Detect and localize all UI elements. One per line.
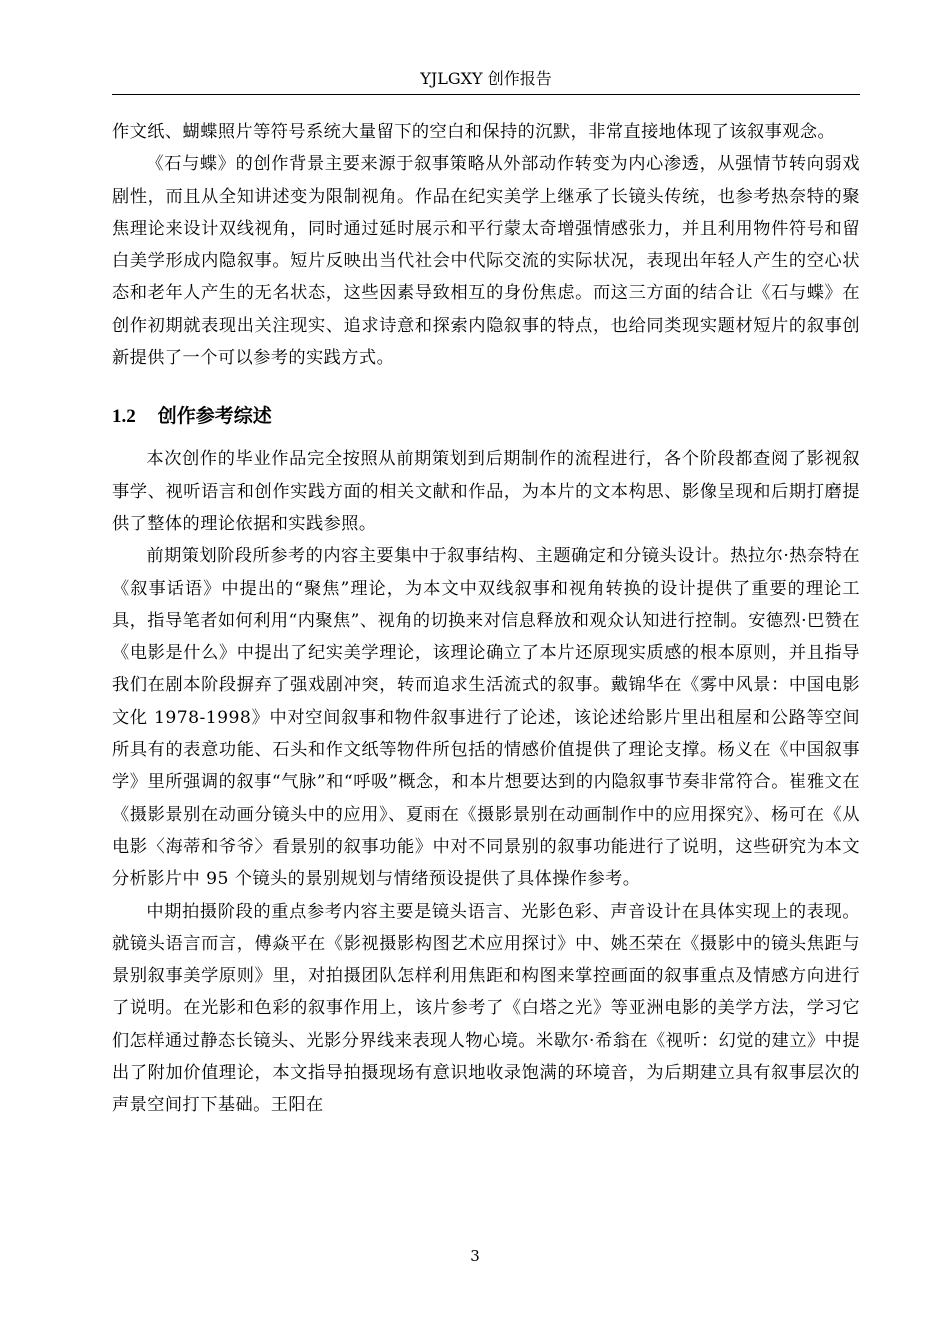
page-body: [112, 116, 860, 1122]
body-paragraph: 《石与蝶》的创作背景主要来源于叙事策略从外部动作转变为内心渗透，从强情节转向弱戏剧性，而且从全知讲述变为限制视角。作品在纪实美学上继承了长镜头传统，也参考热奈特的聚焦理论来设计双线视角，同时通过延时展示和平行蒙太奇增强情感张力，并且利用物件符号和留白美学形成内隐叙事。短片反映出当代社会中代际交流的实际状况，表现出年轻人产生的空心状态和老年人产生的无名状态，这些因素导致相互的身份焦虑。而这三方面的结合让《石与蝶》在创作初期就表现出关注现实、追求诗意和探索内隐叙事的特点，也给同类现实题材短片的叙事创新提供了一个可以参考的实践方式。: [112, 154, 860, 369]
page-header: YJLGXY 创作报告: [420, 69, 552, 88]
header-divider: [112, 94, 860, 95]
section-heading: [112, 400, 860, 433]
section-number: 1.2: [112, 406, 136, 428]
page-number: 3: [470, 1247, 480, 1265]
section-paragraph: 中期拍摄阶段的重点参考内容主要是镜头语言、光影色彩、声音设计在具体实现上的表现。就镜头语言而言，傅焱平在《影视摄影构图艺术应用探讨》中、姚丕荣在《摄影中的镜头焦距与景别叙事美学原则》里，对拍摄团队怎样利用焦距和构图来掌控画面的叙事重点及情感方向进行了说明。在光影和色彩的叙事作用上，该片参考了《白塔之光》等亚洲电影的美学方法，学习它们怎样通过静态长镜头、光影分界线来表现人物心境。米歇尔·希翁在《视听：幻觉的建立》中提出了附加价值理论，本文指导拍摄现场有意识地收录饱满的环境音，为后期建立具有叙事层次的声景空间打下基础。王阳在: [112, 901, 860, 1116]
section-paragraph: 前期策划阶段所参考的内容主要集中于叙事结构、主题确定和分镜头设计。热拉尔·热奈特在《叙事话语》中提出的“聚焦”理论，为本文中双线叙事和视角转换的设计提供了重要的理论工具，指导笔者如何利用“内聚焦”、视角的切换来对信息释放和观众认知进行控制。安德烈·巴赞在《电影是什么》中提出了纪实美学理论，该理论确立了本片还原现实质感的根本原则，并且指导我们在剧本阶段摒弃了强戏剧冲突，转而追求生活流式的叙事。戴锦华在《雾中风景：中国电影文化 1978-1998》中对空间叙事和物件叙事进行了论述，该论述给影片里出租屋和公路等空间所具有的表意功能、石头和作文纸等物件所包括的情感价值提供了理论支撑。杨义在《中国叙事学》里所强调的叙事“气脉”和“呼吸”概念，和本片想要达到的内隐叙事节奏非常符合。崔雅文在《摄影景别在动画分镜头中的应用》、夏雨在《摄影景别在动画制作中的应用探究》、杨可在《从电影〈海蒂和爷爷〉看景别的叙事功能》中对不同景别的叙事功能进行了说明，这些研究为本文分析影片中 95 个镜头的景别规划与情绪预设提供了具体操作参考。: [112, 546, 860, 890]
section-title: 创作参考综述: [157, 405, 272, 428]
body-paragraph-continued: 作文纸、蝴蝶照片等符号系统大量留下的空白和保持的沉默，非常直接地体现了该叙事观念。: [112, 122, 836, 142]
section-paragraph: 本次创作的毕业作品完全按照从前期策划到后期制作的流程进行，各个阶段都查阅了影视叙事学、视听语言和创作实践方面的相关文献和作品，为本片的文本构思、影像呈现和后期打磨提供了整体的理论依据和实践参照。: [112, 449, 860, 534]
